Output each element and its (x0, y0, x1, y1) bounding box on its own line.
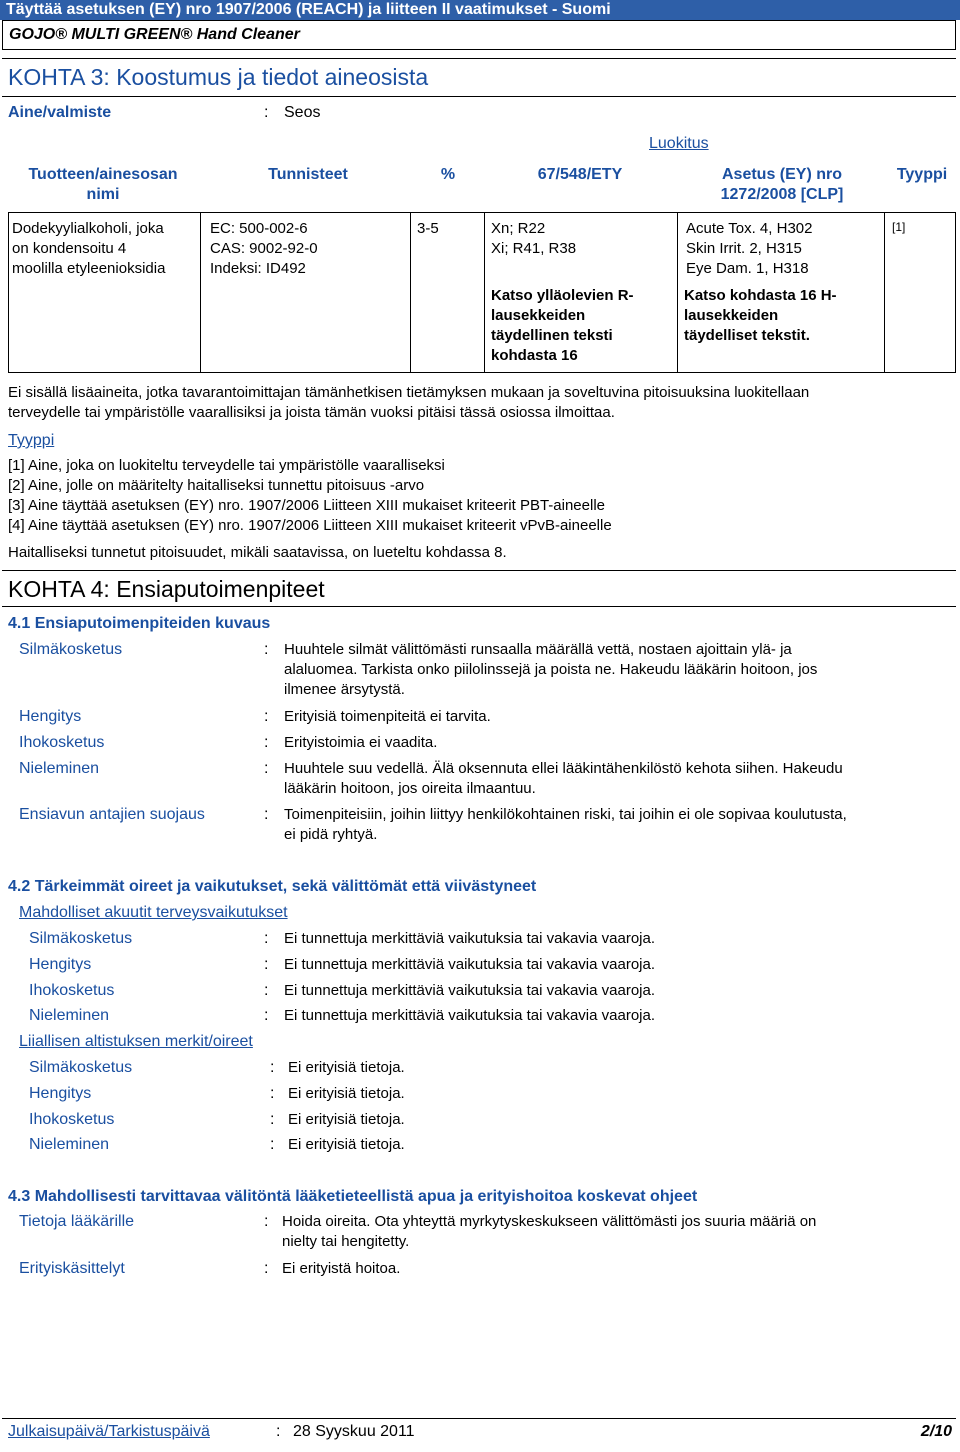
list-item: [2] Aine, jolle on määritelty haitalliseksi tunnettu pitoisuus -arvo (8, 477, 425, 494)
table-rule (200, 212, 201, 373)
acute-ingestion-text: Ei tunnettuja merkittäviä vaikutuksia tai vakavia vaaroja. (284, 1007, 656, 1024)
ingredient-clp: Acute Tox. 4, H302 Skin Irrit. 2, H315 Eye Dam. 1, H318 (686, 220, 813, 277)
over-skin-label: Ihokosketus (29, 1111, 115, 1128)
col-header-67548: 67/548/ETY (537, 166, 623, 183)
acute-inhalation-label: Hengitys (29, 956, 92, 973)
section-divider (2, 58, 956, 59)
acute-ingestion-label: Nieleminen (29, 1007, 110, 1024)
product-name: GOJO® MULTI GREEN® Hand Cleaner (2, 20, 956, 50)
special-treatment-text: Ei erityistä hoitoa. (282, 1260, 401, 1277)
colon: : (264, 930, 269, 947)
substance-label: Aine/valmiste (8, 104, 112, 121)
acute-eye-label: Silmäkosketus (29, 930, 133, 947)
concentrations-note: Haitalliseksi tunnetut pitoisuudet, mikäli saatavissa, on lueteltu kohdassa 8. (8, 544, 507, 561)
page-number: 2/10 (920, 1423, 952, 1440)
classification-header: Luokitus (649, 135, 709, 152)
doctor-notes-text: Hoida oireita. Ota yhteyttä myrkytyskeskukseen välittömästi jos suuria määriä on nielty tai hengitetty. (282, 1213, 817, 1250)
table-rule (8, 212, 9, 373)
doctor-notes-label: Tietoja lääkärille (19, 1213, 135, 1230)
colon: : (264, 1007, 269, 1024)
section-4-title: KOHTA 4: Ensiaputoimenpiteet (8, 576, 325, 602)
eye-label: Silmäkosketus (19, 641, 123, 658)
section-divider (2, 570, 956, 571)
footer-divider (2, 1418, 956, 1419)
over-eye-label: Silmäkosketus (29, 1059, 133, 1076)
h-phrases-note: Katso kohdasta 16 H- lausekkeiden täydelliset tekstit. (684, 287, 837, 344)
table-rule (884, 212, 885, 373)
table-rule (484, 212, 485, 373)
r-phrases-note: Katso ylläolevien R- lausekkeiden täydellinen teksti kohdasta 16 (491, 287, 634, 364)
subsection-4-1-title: 4.1 Ensiaputoimenpiteiden kuvaus (8, 615, 271, 632)
table-rule (677, 212, 678, 373)
substance-value: Seos (284, 104, 321, 121)
colon: : (270, 1136, 275, 1153)
acute-skin-label: Ihokosketus (29, 982, 115, 999)
subsection-4-2-title: 4.2 Tärkeimmät oireet ja vaikutukset, sekä välittömät että viivästyneet (8, 878, 537, 895)
over-inhalation-label: Hengitys (29, 1085, 92, 1102)
colon: : (270, 1085, 275, 1102)
acute-inhalation-text: Ei tunnettuja merkittäviä vaikutuksia tai vakavia vaaroja. (284, 956, 656, 973)
colon: : (270, 1059, 275, 1076)
list-item: [4] Aine täyttää asetuksen (EY) nro. 1907/2006 Liitteen XIII mukaiset kriteerit vPvB-aineelle (8, 517, 612, 534)
col-header-percent: % (440, 166, 456, 183)
subsection-4-3-title: 4.3 Mahdollisesti tarvittavaa välitöntä lääketieteellistä apua ja erityishoitoa koskevat ohjeet (8, 1188, 698, 1205)
acute-effects-heading: Mahdolliset akuutit terveysvaikutukset (19, 904, 288, 921)
colon: : (264, 956, 269, 973)
colon: : (264, 708, 269, 725)
ingestion-text: Huuhtele suu vedellä. Älä oksennuta ellei lääkintähenkilöstö kehota siihen. Hakeudu lääkärin hoitoon, jos oireita ilmaantuu. (284, 760, 843, 797)
section-divider (2, 606, 956, 607)
col-header-identifiers: Tunnisteet (268, 166, 348, 183)
first-aider-protection-text: Toimenpiteisiin, joihin liittyy henkilökohtainen riski, tai joihin ei ole sopivaa koulutusta, ei pidä ryhtyä. (284, 806, 847, 843)
colon: : (264, 806, 269, 823)
table-rule (8, 212, 956, 213)
ingredient-percent: 3-5 (417, 220, 439, 237)
col-header-clp: Asetus (EY) nro 1272/2008 [CLP] (720, 166, 844, 203)
skin-text: Erityistoimia ei vaadita. (284, 734, 438, 751)
table-rule (955, 212, 956, 373)
colon: : (276, 1423, 281, 1440)
regulation-banner: Täyttää asetuksen (EY) nro 1907/2006 (REACH) ja liitteen II vaatimukset - Suomi (0, 0, 960, 20)
skin-label: Ihokosketus (19, 734, 105, 751)
list-item: [1] Aine, joka on luokiteltu terveydelle tai ympäristölle vaaralliseksi (8, 457, 445, 474)
colon: : (264, 982, 269, 999)
ingredient-type: [1] (892, 220, 906, 234)
colon: : (270, 1111, 275, 1128)
table-rule (8, 372, 956, 373)
colon: : (264, 104, 269, 121)
inhalation-label: Hengitys (19, 708, 82, 725)
eye-text: Huuhtele silmät välittömästi runsaalla määrällä vettä, nostaen ajoittain ylä- ja alaluomea. Tarkista onko piilolinssejä ja poista ne. Hakeudu lääkärin hoitoon, jos ilmenee ärsytystä. (284, 641, 818, 698)
colon: : (264, 760, 269, 777)
table-rule (410, 212, 411, 373)
overexposure-heading: Liiallisen altistuksen merkit/oireet (19, 1033, 253, 1050)
over-eye-text: Ei erityisiä tietoja. (288, 1059, 405, 1076)
col-header-name: Tuotteen/ainesosan nimi (28, 166, 178, 203)
colon: : (264, 1260, 269, 1277)
section-3-title: KOHTA 3: Koostumus ja tiedot aineosista (8, 64, 429, 90)
acute-skin-text: Ei tunnettuja merkittäviä vaikutuksia tai vakavia vaaroja. (284, 982, 656, 999)
type-heading: Tyyppi (8, 432, 55, 449)
colon: : (264, 1213, 269, 1230)
type-list (8, 456, 612, 536)
col-header-type: Tyyppi (896, 166, 948, 183)
over-ingestion-label: Nieleminen (29, 1136, 110, 1153)
colon: : (264, 641, 269, 658)
over-ingestion-text: Ei erityisiä tietoja. (288, 1136, 405, 1153)
ingredient-name: Dodekyylialkoholi, joka on kondensoitu 4 moolilla etyleenioksidia (12, 220, 166, 277)
ingestion-label: Nieleminen (19, 760, 100, 777)
colon: : (264, 734, 269, 751)
first-aider-protection-label: Ensiavun antajien suojaus (19, 806, 205, 823)
acute-eye-text: Ei tunnettuja merkittäviä vaikutuksia tai vakavia vaaroja. (284, 930, 656, 947)
footer-date: 28 Syyskuu 2011 (293, 1423, 415, 1440)
special-treatment-label: Erityiskäsittelyt (19, 1260, 125, 1277)
footer-date-label: Julkaisupäivä/Tarkistuspäivä (8, 1423, 210, 1440)
section-divider (2, 96, 956, 97)
ingredient-r-phrases: Xn; R22 Xi; R41, R38 (491, 220, 577, 257)
ingredient-identifiers: EC: 500-002-6 CAS: 9002-92-0 Indeksi: ID492 (210, 220, 318, 277)
list-item: [3] Aine täyttää asetuksen (EY) nro. 1907/2006 Liitteen XIII mukaiset kriteerit PBT-aineelle (8, 497, 605, 514)
additives-paragraph: Ei sisällä lisäaineita, jotka tavarantoimittajan tämänhetkisen tietämyksen mukaan ja soveltuvina pitoisuuksina luokitellaan terveydelle tai ympäristölle vaarallisiksi ja joista tämän vuoksi pitäisi tässä osiossa ilmoittaa. (8, 384, 810, 421)
over-inhalation-text: Ei erityisiä tietoja. (288, 1085, 405, 1102)
over-skin-text: Ei erityisiä tietoja. (288, 1111, 405, 1128)
inhalation-text: Erityisiä toimenpiteitä ei tarvita. (284, 708, 491, 725)
